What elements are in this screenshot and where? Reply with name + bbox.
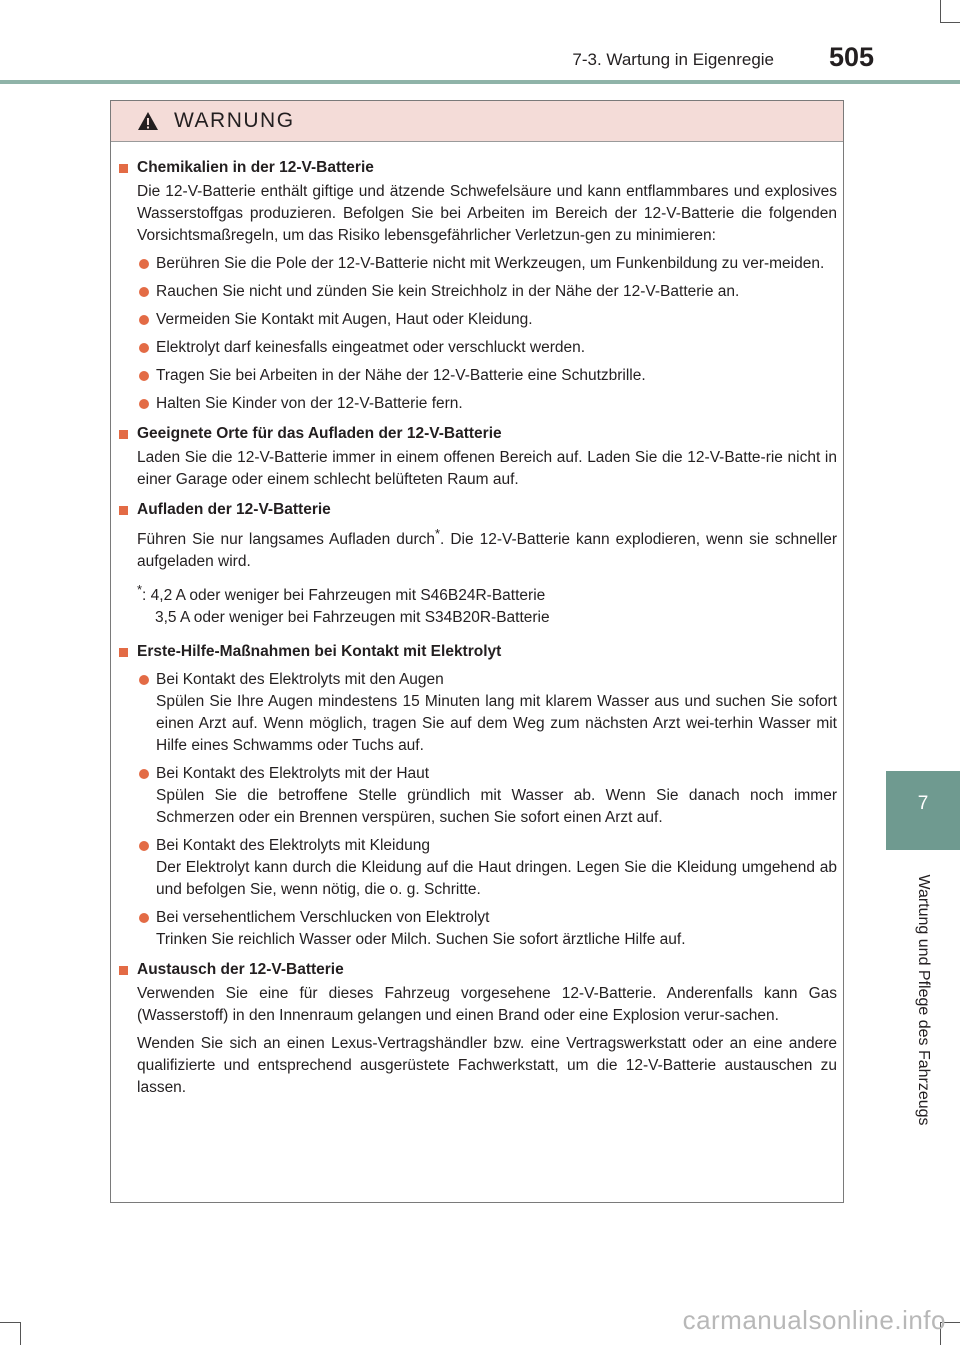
- square-bullet-icon: [119, 430, 128, 439]
- section-heading: Aufladen der 12-V-Batterie: [117, 499, 837, 521]
- paragraph: Führen Sie nur langsames Aufladen durch*. Die 12-V-Batterie kann explodieren, wenn sie schneller aufgeladen wird.: [137, 526, 837, 571]
- square-bullet-icon: [119, 506, 128, 515]
- list-item: Berühren Sie die Pole der 12-V-Batterie nicht mit Werkzeugen, um Funkenbildung zu ver-meiden.: [117, 253, 837, 275]
- crop-mark: [0, 1322, 20, 1323]
- warning-triangle-icon: [137, 111, 159, 136]
- header-rule: [0, 80, 960, 84]
- crop-mark: [20, 1322, 21, 1345]
- page-number: 505: [828, 42, 874, 72]
- chapter-tab: [886, 771, 960, 850]
- footnote-line: 3,5 A oder weniger bei Fahrzeugen mit S34B20R-Batterie: [155, 609, 550, 627]
- chapter-number: 7: [917, 793, 929, 814]
- warning-box: [110, 100, 844, 1203]
- square-bullet-icon: [119, 648, 128, 657]
- section-heading: Austausch der 12-V-Batterie: [117, 959, 837, 981]
- bullet-dot-icon: [139, 371, 149, 381]
- crop-mark: [940, 0, 941, 22]
- list-item: Bei Kontakt des Elektrolyts mit Kleidung Der Elektrolyt kann durch die Kleidung auf die Haut dringen. Legen Sie die Kleidung umgehend ab und befolgen Sie, wenn nötig, die o. g. Schritte.: [117, 835, 837, 901]
- bullet-dot-icon: [139, 343, 149, 353]
- footnote: *: 4,2 A oder weniger bei Fahrzeugen mit S46B24R-Batterie 3,5 A oder weniger bei Fahrzeugen mit S34B20R-Batterie: [117, 579, 837, 629]
- section-title: 7-3. Wartung in Eigenregie: [572, 50, 774, 69]
- list-item: Bei versehentlichem Verschlucken von Elektrolyt Trinken Sie reichlich Wasser oder Milch. Suchen Sie sofort ärztliche Hilfe auf.: [117, 907, 837, 951]
- warning-title: WARNUNG: [174, 109, 295, 132]
- section-heading: Chemikalien in der 12-V-Batterie: [117, 157, 837, 179]
- list-item: Halten Sie Kinder von der 12-V-Batterie fern.: [117, 393, 837, 415]
- paragraph: Laden Sie die 12-V-Batterie immer in einem offenen Bereich auf. Laden Sie die 12-V-Batte-rie nicht in einer Garage oder einem schlecht belüfteten Raum auf.: [137, 449, 837, 488]
- list-item: Vermeiden Sie Kontakt mit Augen, Haut oder Kleidung.: [117, 309, 837, 331]
- bullet-dot-icon: [139, 913, 149, 923]
- warning-header: [111, 101, 843, 142]
- footnote-star: *: [434, 526, 441, 541]
- list-item: Elektrolyt darf keinesfalls eingeatmet oder verschluckt werden.: [117, 337, 837, 359]
- square-bullet-icon: [119, 164, 128, 173]
- list-item: Bei Kontakt des Elektrolyts mit den Augen Spülen Sie Ihre Augen mindestens 15 Minuten lang mit klarem Wasser aus und suchen Sie sofort einen Arzt auf. Wenn möglich, tragen Sie auf dem Weg zum nächsten Arzt wei-terhin Wasser mit Hilfe eines Schwamms oder Tuchs auf.: [117, 669, 837, 757]
- list-item: Rauchen Sie nicht und zünden Sie kein Streichholz in der Nähe der 12-V-Batterie an.: [117, 281, 837, 303]
- paragraph: Wenden Sie sich an einen Lexus-Vertragshändler bzw. eine Vertragswerkstatt oder an eine andere qualifizierte und entsprechend ausgerüstete Fachwerkstatt, um die 12-V-Batterie austauschen zu lassen.: [137, 1035, 837, 1097]
- bullet-dot-icon: [139, 287, 149, 297]
- list-item: Bei Kontakt des Elektrolyts mit der Haut Spülen Sie die betroffene Stelle gründlich mit Wasser ab. Wenn Sie danach noch immer Schmerzen oder ein Brennen verspüren, suchen Sie sofort einen Arzt auf.: [117, 763, 837, 829]
- paragraph: Verwenden Sie eine für dieses Fahrzeug vorgesehene 12-V-Batterie. Anderenfalls kann Gas (Wasserstoff) in den Innenraum gelangen und einen Brand oder eine Explosion verur-sachen.: [137, 985, 837, 1025]
- bullet-dot-icon: [139, 841, 149, 851]
- warning-content: [117, 157, 837, 1099]
- footnote-star: *: [137, 582, 143, 598]
- section-heading: Geeignete Orte für das Aufladen der 12-V-Batterie: [117, 423, 837, 445]
- list-item: Tragen Sie bei Arbeiten in der Nähe der 12-V-Batterie eine Schutzbrille.: [117, 365, 837, 387]
- chapter-label: Wartung und Pflege des Fahrzeugs: [915, 874, 932, 1126]
- watermark: carmanualsonline.info: [682, 1305, 946, 1335]
- square-bullet-icon: [119, 966, 128, 975]
- bullet-dot-icon: [139, 769, 149, 779]
- bullet-dot-icon: [139, 315, 149, 325]
- paragraph: Die 12-V-Batterie enthält giftige und ätzende Schwefelsäure und kann entflammbares und explosives Wasserstoffgas produzieren. Befolgen Sie bei Arbeiten im Bereich der 12-V-Batterie die folgenden Vorsichtsmaßregeln, um das Risiko lebensgefährlicher Verletzun-gen zu minimieren:: [137, 183, 837, 244]
- bullet-dot-icon: [139, 399, 149, 409]
- bullet-dot-icon: [139, 259, 149, 269]
- crop-mark: [940, 22, 960, 23]
- section-heading: Erste-Hilfe-Maßnahmen bei Kontakt mit Elektrolyt: [117, 641, 837, 663]
- bullet-dot-icon: [139, 675, 149, 685]
